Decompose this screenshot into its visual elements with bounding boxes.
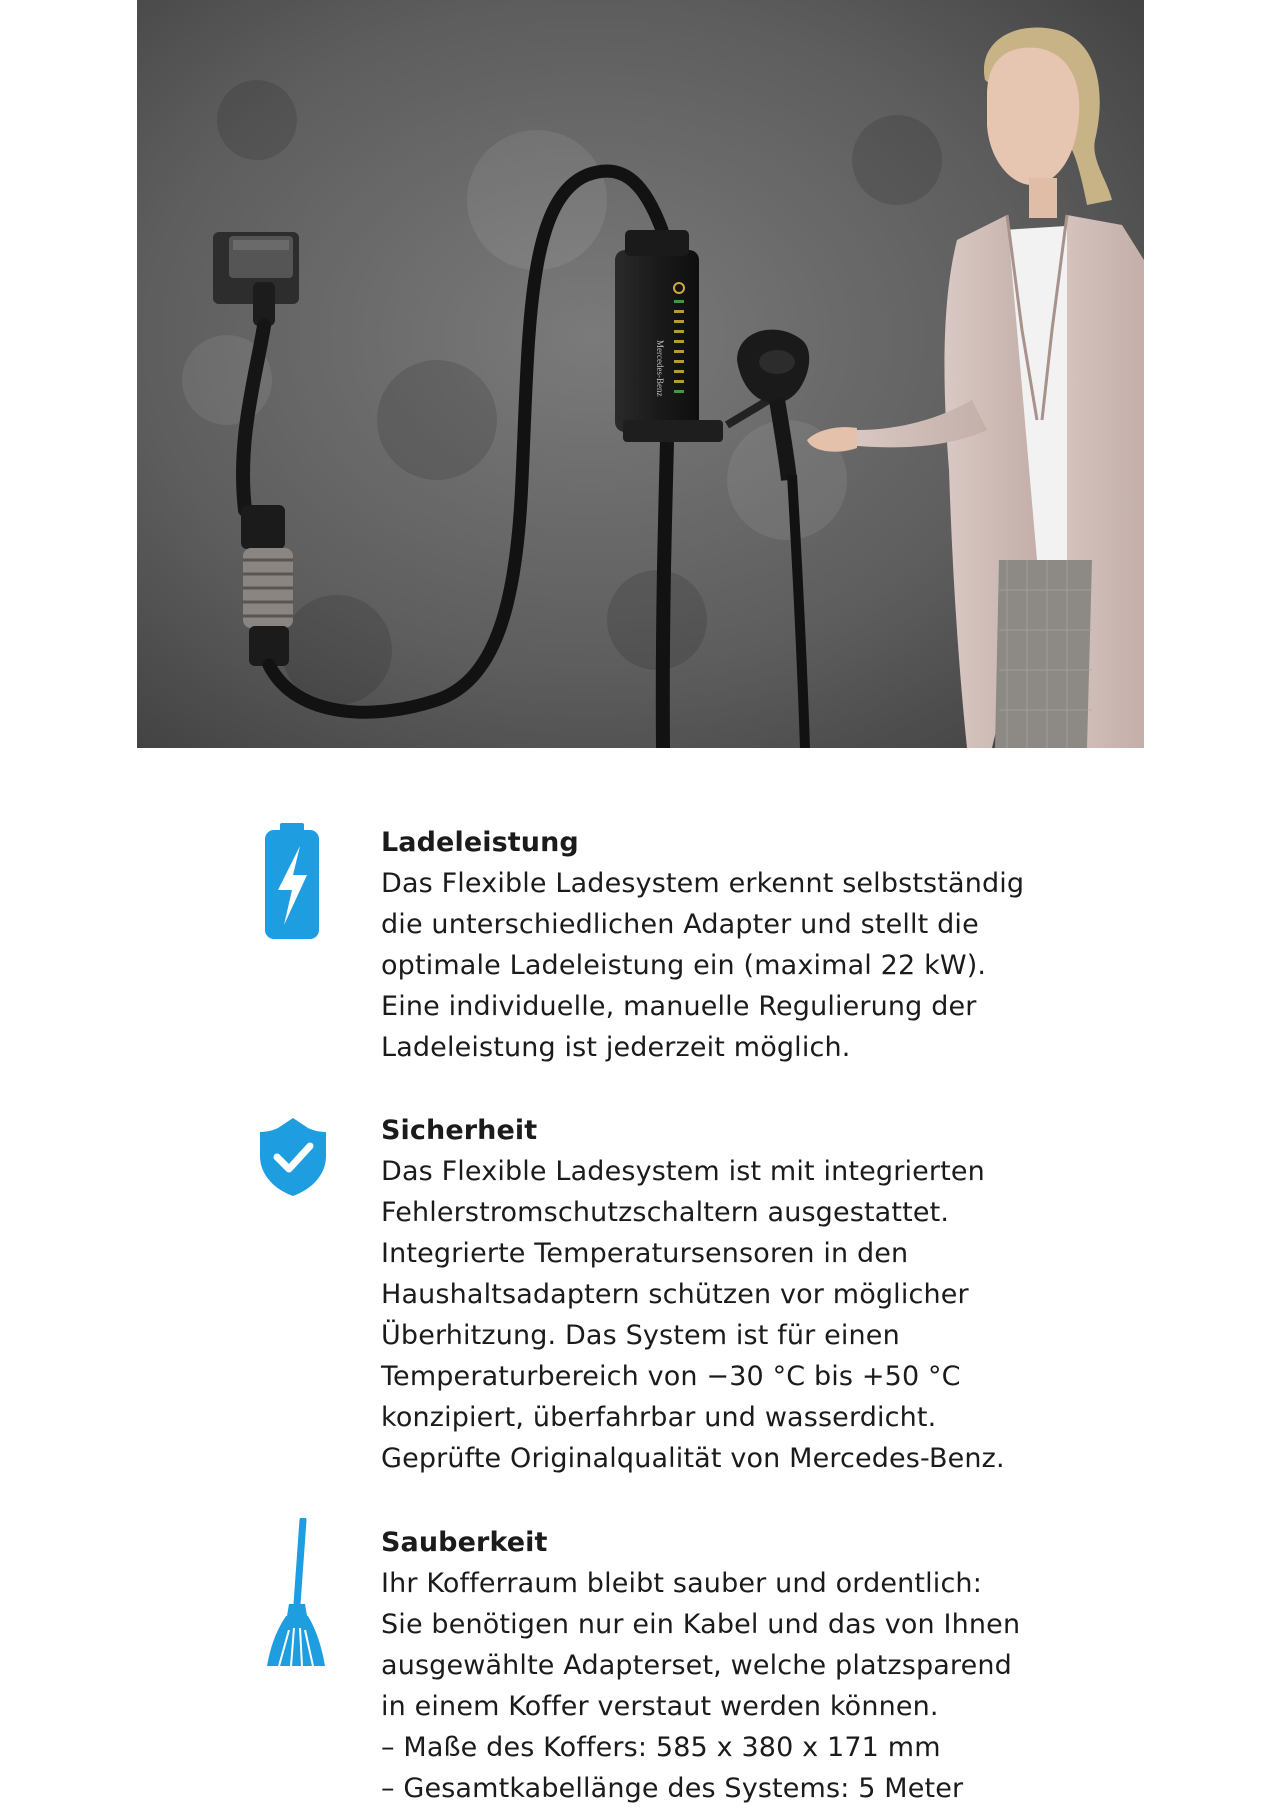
description-line: Ihr Kofferraum bleibt sauber und ordentlich: (381, 1568, 982, 1599)
feature-ladeleistung (0, 822, 1280, 1062)
hero-brand-text: Mercedes-Benz (655, 340, 665, 397)
feature-title: Ladeleistung (381, 827, 579, 858)
feature-description (381, 1563, 1021, 1727)
description-line: Fehlerstromschutzschaltern ausgestattet. (381, 1197, 950, 1228)
feature-description (381, 863, 1025, 1068)
hero-image (137, 0, 1144, 748)
description-line: Das Flexible Ladesystem ist mit integrierten (381, 1156, 985, 1187)
shield-check-icon (258, 1116, 328, 1198)
feature-title: Sicherheit (381, 1115, 538, 1146)
description-line: Überhitzung. Das System ist für einen (381, 1320, 900, 1351)
broom-icon (265, 1518, 327, 1668)
feature-sauberkeit (0, 1522, 1280, 1812)
description-line: die unterschiedlichen Adapter und stellt die (381, 909, 979, 940)
description-line: konzipiert, überfahrbar und wasserdicht. (381, 1402, 937, 1433)
list-item: – Gesamtkabellänge des Systems: 5 Meter (381, 1773, 964, 1804)
description-line: ausgewählte Adapterset, welche platzsparend (381, 1650, 1012, 1681)
description-line: Eine individuelle, manuelle Regulierung der (381, 991, 977, 1022)
description-line: Temperaturbereich von −30 °C bis +50 °C (381, 1361, 961, 1392)
list-item: – Maße des Koffers: 585 x 380 x 171 mm (381, 1732, 941, 1763)
description-line: Sie benötigen nur ein Kabel und das von Ihnen (381, 1609, 1021, 1640)
description-line: in einem Koffer verstaut werden können. (381, 1691, 939, 1722)
battery-charge-icon (262, 823, 322, 941)
description-line: Haushaltsadaptern schützen vor möglicher (381, 1279, 969, 1310)
description-line: Das Flexible Ladesystem erkennt selbstständig (381, 868, 1025, 899)
description-line: Geprüfte Originalqualität von Mercedes-Benz. (381, 1443, 1005, 1474)
feature-sicherheit (0, 1110, 1280, 1480)
description-line: Ladeleistung ist jederzeit möglich. (381, 1032, 851, 1063)
feature-description (381, 1151, 1021, 1479)
description-line: Integrierte Temperatursensoren in den (381, 1238, 909, 1269)
description-line: optimale Ladeleistung ein (maximal 22 kW). (381, 950, 987, 981)
feature-title: Sauberkeit (381, 1527, 548, 1558)
spec-list (381, 1727, 1021, 1809)
